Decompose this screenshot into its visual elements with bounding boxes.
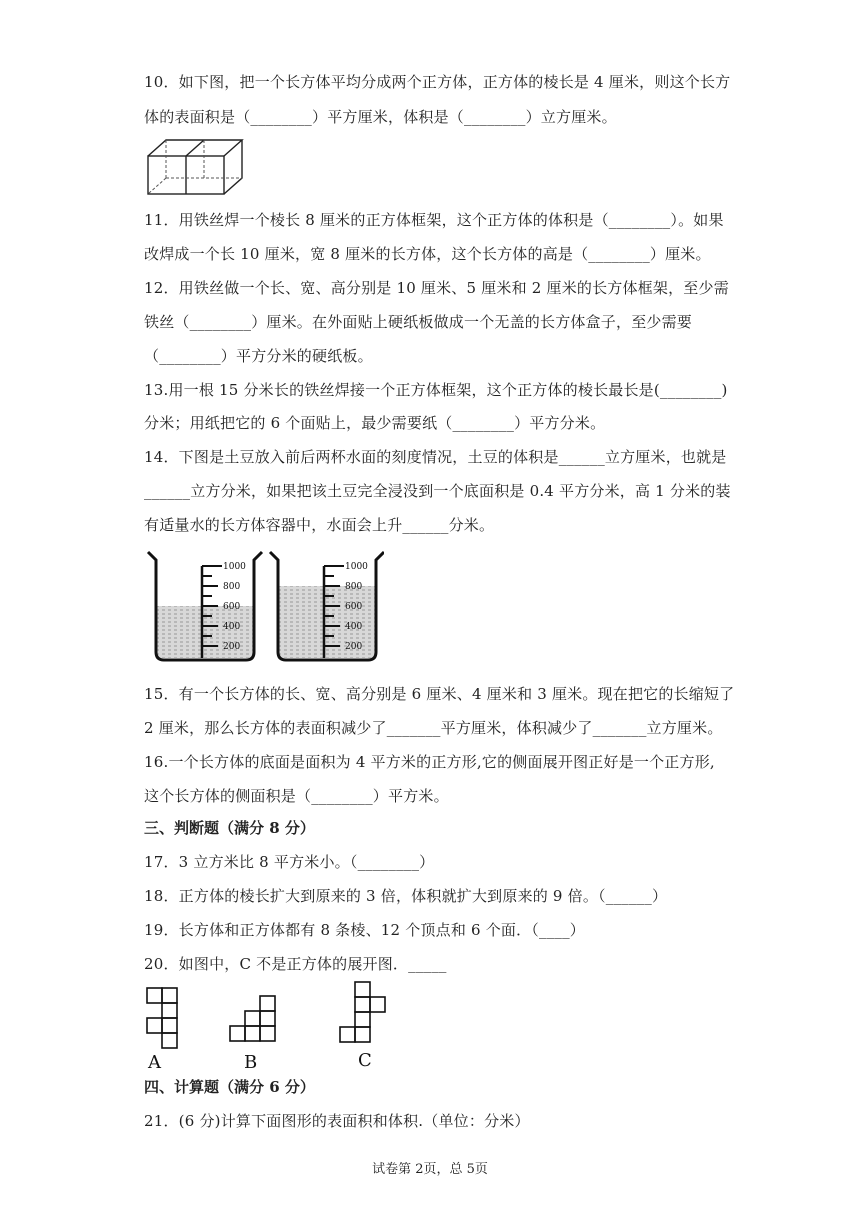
tick-label: 800 [345, 582, 363, 592]
q11-line2: 改焊成一个长 10 厘米，宽 8 厘米的长方体，这个长方体的高是（________）厘米。 [144, 245, 711, 263]
tick-label: 600 [345, 602, 363, 612]
tick-label: 1000 [223, 562, 246, 572]
tick-label: 400 [345, 622, 363, 632]
q14-line1: 14．下图是土豆放入前后两杯水面的刻度情况，土豆的体积是______立方厘米，也就是 [144, 448, 727, 466]
q12-line1: 12．用铁丝做一个长、宽、高分别是 10 厘米、5 厘米和 2 厘米的长方体框架，至少需 [144, 279, 729, 297]
cube-nets-figure [144, 980, 404, 1076]
q13-line1: 13.用一根 15 分米长的铁丝焊接一个正方体框架，这个正方体的棱长最长是(________) [144, 381, 728, 399]
net-label-a: A [148, 1052, 161, 1072]
q21-text: 21．(6 分)计算下面图形的表面积和体积.（单位：分米） [144, 1112, 530, 1130]
beakers-figure [144, 548, 384, 672]
q12-line3: （________）平方分米的硬纸板。 [144, 347, 373, 365]
q15-line1: 15．有一个长方体的长、宽、高分别是 6 厘米、4 厘米和 3 厘米。现在把它的长缩短了 [144, 685, 735, 703]
q14-line2: ______立方分米，如果把该土豆完全浸没到一个底面积是 0.4 平方分米，高 1 分米的装 [144, 482, 731, 500]
section-heading-calculation: 四、计算题（满分 6 分） [144, 1078, 315, 1096]
net-c [340, 982, 385, 1042]
tick-label: 400 [223, 622, 241, 632]
q14-line3: 有适量水的长方体容器中，水面会上升______分米。 [144, 516, 495, 534]
net-b [230, 996, 275, 1041]
q18-text: 18．正方体的棱长扩大到原来的 3 倍，体积就扩大到原来的 9 倍。（______） [144, 887, 668, 905]
net-label-b: B [244, 1052, 258, 1072]
q10-line2: 体的表面积是（________）平方厘米，体积是（________）立方厘米。 [144, 108, 617, 126]
q19-text: 19．长方体和正方体都有 8 条棱、12 个顶点和 6 个面．（____） [144, 921, 586, 939]
q17-text: 17．3 立方米比 8 平方米小。（________） [144, 853, 435, 871]
q20-text: 20．如图中，C 不是正方体的展开图．_____ [144, 955, 447, 973]
tick-label: 600 [223, 602, 241, 612]
tick-label: 800 [223, 582, 241, 592]
q12-line2: 铁丝（________）厘米。在外面贴上硬纸板做成一个无盖的长方体盒子，至少需要 [144, 313, 693, 331]
q16-line2: 这个长方体的侧面积是（________）平方米。 [144, 787, 449, 805]
net-a [147, 988, 177, 1048]
q16-line1: 16.一个长方体的底面是面积为 4 平方米的正方形,它的侧面展开图正好是一个正方形, [144, 753, 715, 771]
tick-label: 200 [345, 642, 363, 652]
beaker-after [270, 552, 384, 660]
q10-line1: 10．如下图，把一个长方体平均分成两个正方体，正方体的棱长是 4 厘米，则这个长方 [144, 73, 731, 91]
page-footer: 试卷第 2页，总 5页 [372, 1162, 488, 1177]
tick-label: 200 [223, 642, 241, 652]
beaker-before [148, 552, 262, 660]
section-heading-judgement: 三、判断题（满分 8 分） [144, 819, 315, 837]
q13-line2: 分米；用纸把它的 6 个面贴上，最少需要纸（________）平方分米。 [144, 414, 606, 432]
q15-line2: 2 厘米，那么长方体的表面积减少了_______平方厘米，体积减少了_______立方厘米。 [144, 719, 723, 737]
cuboid-figure [146, 138, 246, 202]
q11-line1: 11．用铁丝焊一个棱长 8 厘米的正方体框架，这个正方体的体积是（________）。如果 [144, 211, 724, 229]
net-label-c: C [358, 1050, 372, 1071]
tick-label: 1000 [345, 562, 368, 572]
